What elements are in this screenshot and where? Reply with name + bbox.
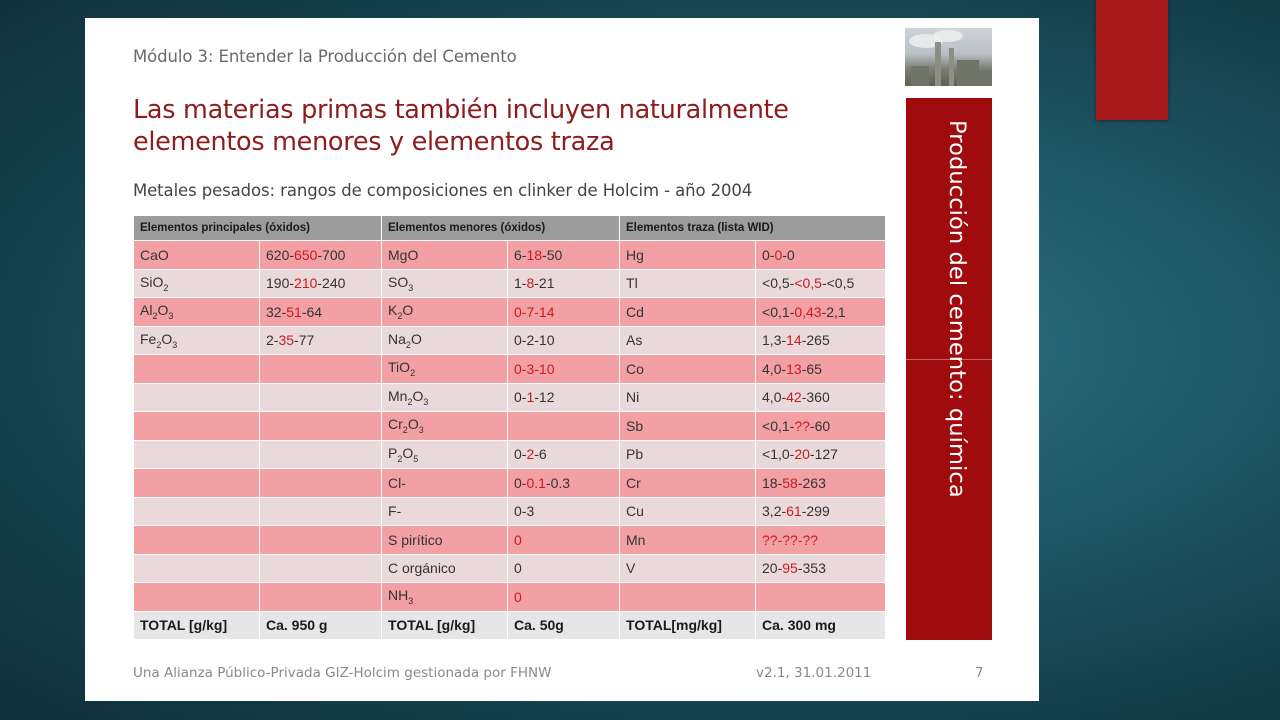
element-symbol: Tl xyxy=(626,275,638,292)
element-cell xyxy=(382,554,508,583)
value-text: <1,0- xyxy=(762,446,795,463)
value-cell xyxy=(756,440,886,469)
value-cell xyxy=(756,526,886,555)
value-text: 1,3- xyxy=(762,332,787,349)
element-cell xyxy=(620,326,756,355)
element-cell xyxy=(620,241,756,270)
table-row xyxy=(134,269,886,298)
element-symbol: Sb xyxy=(626,417,644,434)
element-cell xyxy=(134,412,260,441)
table-row xyxy=(134,440,886,469)
element-cell xyxy=(620,440,756,469)
element-symbol: TOTAL[mg/kg] xyxy=(626,617,722,634)
element-cell xyxy=(382,497,508,526)
footer-version: v2.1, 31.01.2011 xyxy=(756,665,872,681)
value-text: 0- xyxy=(514,446,527,463)
value-text: -<0,5 xyxy=(821,275,855,292)
value-cell xyxy=(508,583,620,612)
element-symbol: TOTAL [g/kg] xyxy=(140,617,228,634)
element-cell xyxy=(620,383,756,412)
composition-table xyxy=(133,215,886,640)
table-row xyxy=(134,412,886,441)
element-cell xyxy=(620,611,756,640)
element-cell xyxy=(620,269,756,298)
element-symbol: Cu xyxy=(626,503,644,520)
element-cell xyxy=(382,526,508,555)
section-sidebar xyxy=(906,98,992,640)
value-cell xyxy=(260,526,382,555)
element-cell xyxy=(620,583,756,612)
element-cell xyxy=(620,554,756,583)
value-cell xyxy=(260,583,382,612)
value-cell xyxy=(260,469,382,498)
value-highlight: 0,43 xyxy=(794,303,822,320)
element-symbol: O xyxy=(407,416,419,433)
value-highlight: 20 xyxy=(794,446,810,463)
value-text: -50 xyxy=(542,246,563,263)
value-text: <0,1- xyxy=(762,417,795,434)
value-cell xyxy=(508,412,620,441)
value-cell xyxy=(756,583,886,612)
header-trace-elements: Elementos traza (lista WID) xyxy=(620,216,886,241)
value-text: -2,1 xyxy=(821,303,846,320)
value-text: 0-3 xyxy=(514,503,535,520)
value-highlight: 1 xyxy=(526,389,535,406)
value-cell xyxy=(260,554,382,583)
value-text: -64 xyxy=(301,303,323,320)
element-cell xyxy=(382,583,508,612)
element-subscript: 3 xyxy=(168,311,174,322)
table-header-row xyxy=(134,216,886,241)
element-cell xyxy=(382,326,508,355)
value-text: Ca. 50g xyxy=(514,617,564,634)
table-row xyxy=(134,583,886,612)
element-cell xyxy=(134,469,260,498)
element-symbol: Pb xyxy=(626,446,644,463)
value-cell xyxy=(508,355,620,384)
value-cell xyxy=(756,298,886,327)
element-subscript: 2 xyxy=(152,311,158,322)
slide-subtitle: Metales pesados: rangos de composiciones en clinker de Holcim - año 2004 xyxy=(133,181,753,200)
table-body xyxy=(134,241,886,640)
value-text: -360 xyxy=(801,389,830,406)
element-symbol: Co xyxy=(626,360,644,377)
value-highlight: 8 xyxy=(526,275,535,292)
value-cell xyxy=(260,269,382,298)
table-row xyxy=(134,497,886,526)
value-cell xyxy=(756,554,886,583)
value-text: 3,2- xyxy=(762,503,787,520)
value-text: 0- xyxy=(514,474,527,491)
element-cell xyxy=(620,469,756,498)
element-symbol: Cl- xyxy=(388,474,406,491)
element-symbol: MgO xyxy=(388,246,419,263)
value-highlight: 61 xyxy=(786,503,802,520)
element-symbol: V xyxy=(626,560,636,577)
value-text: 4,0- xyxy=(762,389,787,406)
value-text: 0- xyxy=(762,246,775,263)
element-cell xyxy=(134,583,260,612)
value-text: -127 xyxy=(809,446,838,463)
value-highlight: 95 xyxy=(782,560,798,577)
value-text: -12 xyxy=(534,389,555,406)
element-cell xyxy=(620,355,756,384)
element-symbol: Cr xyxy=(626,474,641,491)
element-symbol: P xyxy=(388,444,398,461)
value-highlight: 13 xyxy=(786,360,802,377)
element-symbol: Na xyxy=(388,330,406,347)
value-cell xyxy=(508,440,620,469)
element-cell xyxy=(620,298,756,327)
value-highlight: 0 xyxy=(514,588,522,605)
value-text: 6- xyxy=(514,246,527,263)
element-subscript: 2 xyxy=(402,425,408,436)
value-cell xyxy=(260,355,382,384)
element-symbol: Cr xyxy=(388,416,403,433)
value-highlight: 650 xyxy=(294,246,318,263)
value-cell xyxy=(508,383,620,412)
element-symbol: As xyxy=(626,332,643,349)
value-text: <0,1- xyxy=(762,303,795,320)
value-highlight: 42 xyxy=(786,389,802,406)
element-cell xyxy=(620,526,756,555)
value-cell xyxy=(756,383,886,412)
value-text: Ca. 300 mg xyxy=(762,617,836,634)
table-row xyxy=(134,326,886,355)
slide-title: Las materias primas también incluyen naturalmente elementos menores y elementos traza xyxy=(133,95,789,157)
element-subscript: 3 xyxy=(423,396,429,407)
element-subscript: 5 xyxy=(413,453,419,464)
value-cell xyxy=(756,412,886,441)
table-row xyxy=(134,469,886,498)
value-highlight: 0 xyxy=(514,531,522,548)
value-cell xyxy=(756,355,886,384)
element-subscript: 2 xyxy=(410,368,416,379)
value-text: 620- xyxy=(266,246,295,263)
value-cell xyxy=(756,326,886,355)
value-cell xyxy=(508,554,620,583)
footer-partnership: Una Alianza Público-Privada GIZ-Holcim gestionada por FHNW xyxy=(133,665,552,681)
header-main-elements: Elementos principales (óxidos) xyxy=(134,216,382,241)
element-cell xyxy=(382,269,508,298)
element-subscript: 2 xyxy=(156,339,162,350)
element-symbol: TOTAL [g/kg] xyxy=(388,617,476,634)
slide xyxy=(85,18,1039,701)
element-symbol: O xyxy=(402,302,414,319)
element-symbol: F- xyxy=(388,503,402,520)
value-cell xyxy=(756,611,886,640)
value-text: 20- xyxy=(762,560,783,577)
value-text: 190- xyxy=(266,275,295,292)
value-text: -60 xyxy=(809,417,831,434)
value-text: 0 xyxy=(514,560,522,577)
value-text: -65 xyxy=(801,360,822,377)
value-highlight: 210 xyxy=(294,275,318,292)
element-cell xyxy=(134,355,260,384)
element-cell xyxy=(134,326,260,355)
element-symbol: Al xyxy=(140,302,153,319)
element-symbol: S pirítico xyxy=(388,531,443,548)
value-highlight: 58 xyxy=(782,474,798,491)
value-highlight: 0.1 xyxy=(526,474,546,491)
value-cell xyxy=(508,469,620,498)
element-symbol: NH xyxy=(388,587,409,604)
element-cell xyxy=(382,383,508,412)
element-symbol: O xyxy=(157,302,169,319)
value-cell xyxy=(756,497,886,526)
element-symbol: Mn xyxy=(388,387,408,404)
element-cell xyxy=(134,526,260,555)
table-row xyxy=(134,298,886,327)
element-cell xyxy=(134,269,260,298)
value-cell xyxy=(260,497,382,526)
value-text: -6 xyxy=(534,446,547,463)
table-row xyxy=(134,526,886,555)
element-cell xyxy=(134,241,260,270)
value-cell xyxy=(508,326,620,355)
element-cell xyxy=(382,469,508,498)
value-cell xyxy=(508,497,620,526)
element-cell xyxy=(134,611,260,640)
element-cell xyxy=(134,298,260,327)
value-text: -263 xyxy=(797,474,826,491)
element-symbol: CaO xyxy=(140,246,169,263)
element-symbol: O xyxy=(161,330,173,347)
value-text: 32- xyxy=(266,303,287,320)
value-cell xyxy=(756,269,886,298)
value-cell xyxy=(508,269,620,298)
value-cell xyxy=(260,383,382,412)
value-text: -77 xyxy=(294,332,315,349)
value-text: -240 xyxy=(317,275,346,292)
value-cell xyxy=(260,440,382,469)
cement-plant-photo xyxy=(905,28,992,86)
element-cell xyxy=(382,355,508,384)
corner-accent-block xyxy=(1096,0,1168,120)
element-symbol: Cd xyxy=(626,303,644,320)
value-cell xyxy=(260,412,382,441)
value-text: -353 xyxy=(797,560,826,577)
element-subscript: 2 xyxy=(163,282,169,293)
value-highlight: <0,5 xyxy=(794,275,822,292)
value-text: 1- xyxy=(514,275,527,292)
table-row xyxy=(134,383,886,412)
value-text: -700 xyxy=(317,246,346,263)
value-cell xyxy=(260,611,382,640)
value-text: -265 xyxy=(801,332,830,349)
value-text: 4,0- xyxy=(762,360,787,377)
value-highlight: 14 xyxy=(786,332,802,349)
value-text: -21 xyxy=(534,275,555,292)
value-text: 0- xyxy=(514,389,527,406)
element-cell xyxy=(620,497,756,526)
element-symbol: O xyxy=(402,444,414,461)
element-subscript: 2 xyxy=(405,339,411,350)
element-subscript: 3 xyxy=(418,425,424,436)
value-highlight: 51 xyxy=(286,303,302,320)
value-text: Ca. 950 g xyxy=(266,617,328,634)
element-cell xyxy=(382,412,508,441)
element-cell xyxy=(382,611,508,640)
element-cell xyxy=(134,497,260,526)
element-cell xyxy=(382,298,508,327)
value-highlight: 0-3-10 xyxy=(514,360,555,377)
value-cell xyxy=(756,469,886,498)
value-cell xyxy=(260,241,382,270)
header-minor-elements: Elementos menores (óxidos) xyxy=(382,216,620,241)
element-cell xyxy=(134,383,260,412)
value-highlight: 2 xyxy=(526,446,535,463)
value-cell xyxy=(260,298,382,327)
element-symbol: Mn xyxy=(626,531,646,548)
value-cell xyxy=(508,526,620,555)
total-row xyxy=(134,611,886,640)
element-cell xyxy=(134,554,260,583)
value-cell xyxy=(260,326,382,355)
element-symbol: SiO xyxy=(140,273,164,290)
value-text: 2- xyxy=(266,332,279,349)
element-subscript: 3 xyxy=(408,282,414,293)
element-cell xyxy=(382,241,508,270)
value-text: <0,5- xyxy=(762,275,795,292)
module-title: Módulo 3: Entender la Producción del Cemento xyxy=(133,47,517,66)
element-subscript: 2 xyxy=(397,453,403,464)
value-cell xyxy=(508,611,620,640)
element-symbol: SO xyxy=(388,273,409,290)
value-text: -0.3 xyxy=(545,474,571,491)
element-subscript: 3 xyxy=(408,596,414,607)
value-highlight: 18 xyxy=(526,246,543,263)
sidebar-label: Producción del cemento: química xyxy=(944,120,970,498)
value-text: -0 xyxy=(782,246,795,263)
value-highlight: 0 xyxy=(774,246,783,263)
value-highlight: 0-7-14 xyxy=(514,303,555,320)
element-subscript: 2 xyxy=(407,396,413,407)
page-number: 7 xyxy=(975,665,984,681)
element-cell xyxy=(620,412,756,441)
table-row xyxy=(134,554,886,583)
element-symbol: O xyxy=(410,330,422,347)
value-cell xyxy=(508,241,620,270)
element-cell xyxy=(382,440,508,469)
value-text: 0-2-10 xyxy=(514,332,555,349)
value-text: -299 xyxy=(801,503,830,520)
value-cell xyxy=(508,298,620,327)
value-highlight: ?? xyxy=(794,417,810,434)
element-subscript: 2 xyxy=(397,311,403,322)
value-cell xyxy=(756,241,886,270)
table-row xyxy=(134,241,886,270)
element-symbol: TiO xyxy=(388,359,411,376)
element-symbol: K xyxy=(388,302,398,319)
table-row xyxy=(134,355,886,384)
value-text: 18- xyxy=(762,474,783,491)
element-symbol: C orgánico xyxy=(388,560,456,577)
element-subscript: 3 xyxy=(172,339,178,350)
element-symbol: Fe xyxy=(140,330,157,347)
element-symbol: Hg xyxy=(626,246,644,263)
element-cell xyxy=(134,440,260,469)
element-symbol: O xyxy=(412,387,424,404)
element-symbol: Ni xyxy=(626,389,640,406)
value-highlight: 35 xyxy=(278,332,295,349)
value-highlight: ??-??-?? xyxy=(762,531,819,548)
